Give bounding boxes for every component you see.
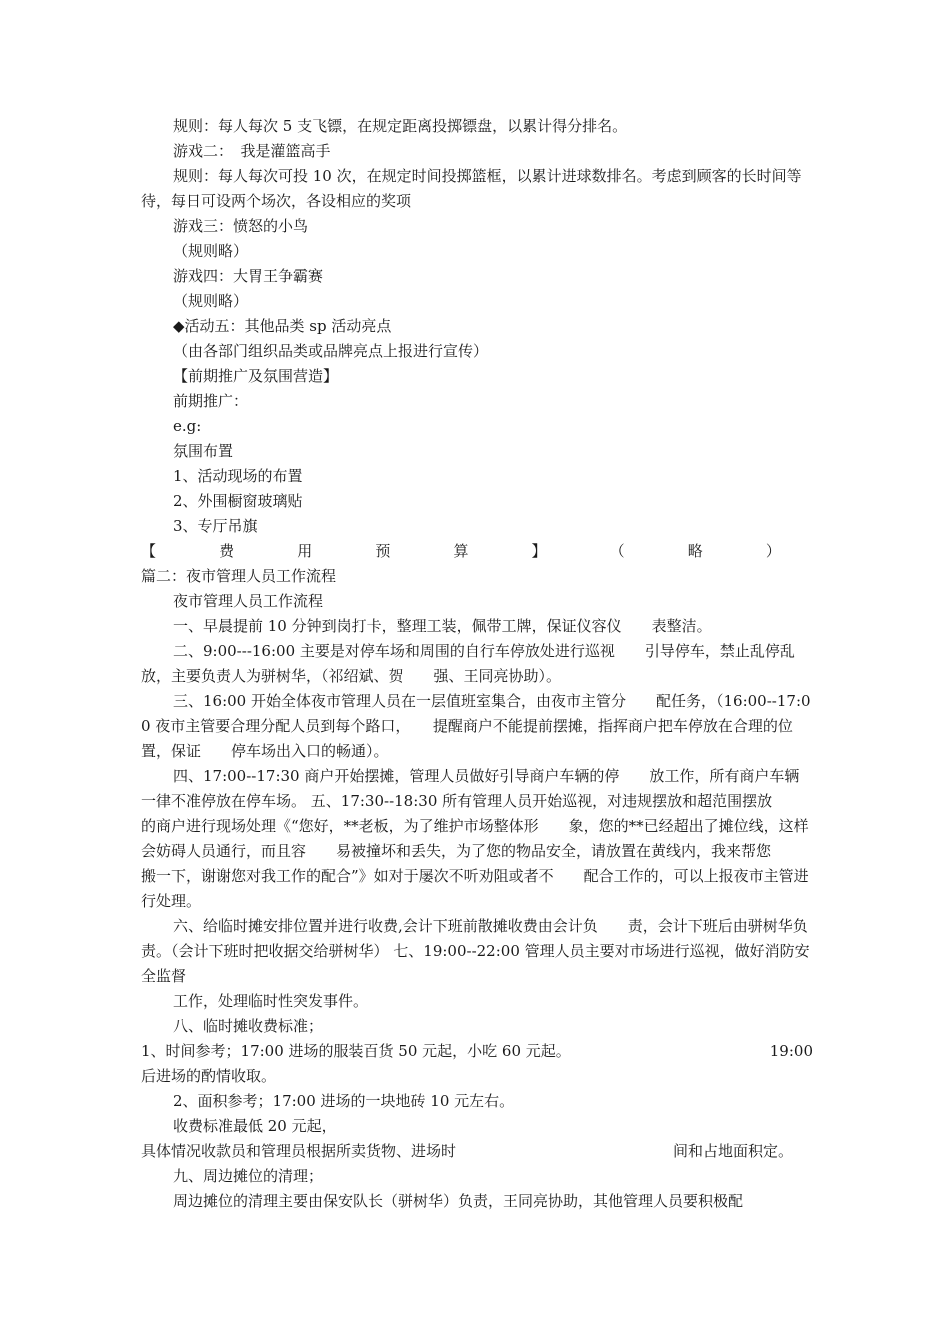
paragraph	[141, 1039, 813, 1064]
paragraph: 九、周边摊位的清理；	[173, 1167, 324, 1185]
paragraph: 工作，处理临时性突发事件。	[173, 992, 369, 1010]
budget-char: 略	[687, 542, 703, 560]
budget-char: 【	[141, 542, 157, 560]
paragraph: 前期推广：	[173, 392, 249, 410]
budget-char: 费	[219, 542, 235, 560]
paragraph	[141, 1139, 813, 1164]
paragraph: 游戏四：大胃王争霸赛	[173, 267, 324, 285]
paragraph: 周边摊位的清理主要由保安队长（骈树华）负责，王同亮协助，其他管理人员要积极配	[173, 1192, 744, 1210]
paragraph: 四、17:00--17:30 商户开始摆摊，管理人员做好引导商户车辆的停 放工作，所有商户车辆一律不准停放在停车场。 五、17:30--18:30 所有管理人员开始巡视，对违规摆放和超范围摆放 的商户进行现场处理《“您好，**老板，为了维护市场整体形 象，您的**已经超出了摊位线，这样会妨碍人员通行，而且容 易被撞坏和丢失，为了您的物品安全，请放置在黄线内，我来帮您 搬一下，谢谢您对我工作的配合”》如对于屡次不听劝阻或者不 配合工作的，可以上报夜市主管进行处理。	[141, 767, 809, 910]
budget-char: 用	[297, 542, 313, 560]
budget-char: 】	[531, 542, 547, 560]
budget-char: ）	[765, 542, 781, 560]
paragraph: 六、给临时摊安排位置并进行收费,会计下班前散摊收费由会计负 责，会计下班后由骈树华负责。（会计下班时把收据交给骈树华） 七、19:00--22:00 管理人员主要对市场进行巡视，做好消防安全监督	[141, 917, 810, 985]
paragraph: 游戏二： 我是灌篮高手	[173, 142, 331, 160]
paragraph: 2、面积参考；17:00 进场的一块地砖 10 元左右。	[173, 1092, 515, 1110]
paragraph: 游戏三：愤怒的小鸟	[173, 217, 309, 235]
document-body	[141, 114, 813, 1214]
paragraph: 一、早晨提前 10 分钟到岗打卡，整理工装，佩带工牌，保证仪容仪 表整洁。	[173, 617, 712, 635]
budget-char: （	[609, 542, 625, 560]
paragraph: 三、16:00 开始全体夜市管理人员在一层值班室集合，由夜市主管分 配任务，（16:00--17:00 夜市主管要合理分配人员到每个路口， 提醒商户不能提前摆摊，指挥商户把车停放在合理的位置，保证 停车场出入口的畅通）。	[141, 692, 811, 760]
paragraph: 二、9:00---16:00 主要是对停车场和周围的自行车停放处进行巡视 引导停车，禁止乱停乱放，主要负责人为骈树华，（祁绍斌、贺 强、王同亮协助）。	[141, 642, 795, 685]
text-segment: 具体情况收款员和管理员根据所卖货物、进场时	[141, 1142, 457, 1160]
paragraph-continuation: 后进场的酌情收取。	[141, 1067, 277, 1085]
paragraph: 氛围布置	[173, 442, 234, 460]
paragraph: （由各部门组织品类或品牌亮点上报进行宣传）	[173, 342, 489, 360]
paragraph: （规则略）	[173, 292, 249, 310]
budget-heading	[141, 539, 781, 564]
paragraph: 规则：每人每次可投 10 次，在规定时间投掷篮框，以累计进球数排名。考虑到顾客的长时间等待，每日可设两个场次，各设相应的奖项	[141, 167, 802, 210]
paragraph: 八、临时摊收费标准；	[173, 1017, 324, 1035]
budget-char: 预	[375, 542, 391, 560]
paragraph: 规则：每人每次 5 支飞镖，在规定距离投掷镖盘，以累计得分排名。	[173, 117, 628, 135]
section-heading: 【前期推广及氛围营造】	[173, 367, 339, 385]
paragraph: e.g:	[173, 417, 202, 435]
text-segment: 间和占地面积定。	[672, 1142, 793, 1160]
paragraph: （规则略）	[173, 242, 249, 260]
document-title: 夜市管理人员工作流程	[173, 592, 324, 610]
paragraph: 收费标准最低 20 元起，	[173, 1117, 337, 1135]
text-segment: 19:00	[769, 1042, 813, 1060]
paragraph: ◆活动五：其他品类 sp 活动亮点	[173, 317, 392, 335]
text-segment: 1、时间参考；17:00 进场的服装百货 50 元起，小吃 60 元起。	[141, 1042, 571, 1060]
list-item: 2、外围橱窗玻璃贴	[173, 492, 303, 510]
budget-char: 算	[453, 542, 469, 560]
chapter-heading: 篇二：夜市管理人员工作流程	[141, 567, 337, 585]
list-item: 3、专厅吊旗	[173, 517, 258, 535]
list-item: 1、活动现场的布置	[173, 467, 303, 485]
